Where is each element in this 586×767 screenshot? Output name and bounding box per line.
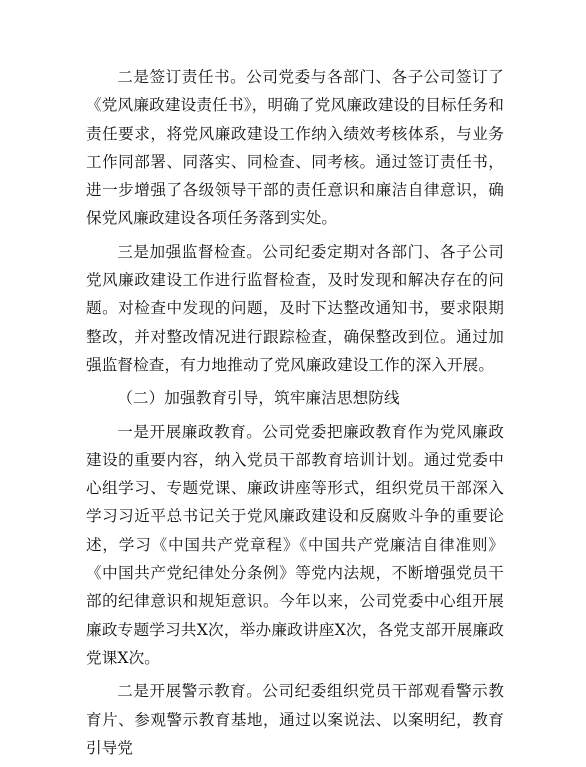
paragraph-responsibility-letter: 二是签订责任书。公司党委与各部门、各子公司签订了《党风廉政建设责任书》，明确了党风廉政建设的目标任务和责任要求，将党风廉政建设工作纳入绩效考核体系，与业务工作同部署、同落实、同检查、同考核。通过签订责任书，进一步增强了各级领导干部的责任意识和廉洁自律意识，确保党风廉政建设各项任务落到实处。 — [86, 68, 504, 228]
paragraph-warning-education: 二是开展警示教育。公司纪委组织党员干部观看警示教育片、参观警示教育基地，通过以案说法、以案明纪，教育引导党 — [86, 682, 504, 757]
document-page — [86, 63, 504, 767]
paragraph-supervision-inspection: 三是加强监督检查。公司纪委定期对各部门、各子公司党风廉政建设工作进行监督检查，及时发现和解决存在的问题。对检查中发现的问题，及时下达整改通知书，要求限期整改，并对整改情况进行跟踪检查，确保整改到位。通过加强监督检查，有力地推动了党风廉政建设工作的深入开展。 — [86, 242, 504, 374]
paragraph-integrity-education: 一是开展廉政教育。公司党委把廉政教育作为党风廉政建设的重要内容，纳入党员干部教育培训计划。通过党委中心组学习、专题党课、廉政讲座等形式，组织党员干部深入学习习近平总书记关于党风廉政建设和反腐败斗争的重要论述，学习《中国共产党章程》《中国共产党廉洁自律准则》《中国共产党纪律处分条例》等党内法规，不断增强党员干部的纪律意识和规矩意识。今年以来，公司党委中心组开展廉政专题学习共X次，举办廉政讲座X次，各党支部开展廉政党课X次。 — [86, 422, 504, 667]
section-heading: （二）加强教育引导，筑牢廉洁思想防线 — [117, 389, 400, 408]
